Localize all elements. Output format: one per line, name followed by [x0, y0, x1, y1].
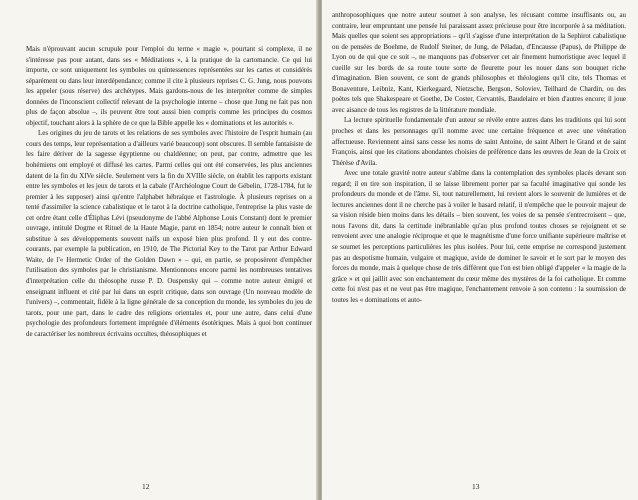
- left-page: [0, 0, 318, 500]
- left-paragraph-2: Les origines du jeu de tarots et les relations de ses symboles avec l'histoire de l'esprit humain (au cours des temps, leur représentation a d'ailleurs varié beaucoup) sont obscures. Il semble fantaisiste de les faire dériver de la sagesse égyptienne ou chaldéenne; on peut, par contre, admettre que les bohémiens ont employé et diffusé les cartes. Parmi celles qui ont été conservées, les plus anciennes datent de la fin du XIVe siècle. Seulement vers la fin du XVIIIe siècle, on établit les rapports existant entre les symboles et les jeux de tarots et la cabale (l'Archéologue Court de Gébelin, 1728-1784, fut le premier à les supposer) ainsi qu'entre l'alphabet hébraïque et l'astrologie. À plusieurs reprises on a tenté d'assimiler la science cabalistique et le tarot à la doctrine catholique, l'entreprise la plus vaste de cet ordre étant celle d'Éliphas Lévi (pseudonyme de l'abbé Alphonse Louis Constant) dont le premier ouvrage, intitulé Dogme et Rituel de la Haute Magie, parut en 1854; notre auteur le connaît bien et substitue à ses développements souvent naïfs un exposé bien plus profond. Il y eut des contre-courants, par exemple la publication, en 1910, de The Pictorial Key to the Tarot par Arthur Edward Waite, de l'« Hermetic Order of the Golden Dawn » – qui, en partie, se proposèrent d'empêcher l'utilisation des symboles par le christianisme. Mentionnons encore parmi les nombreuses tentatives d'interprétation celle du théosophe russe P. D. Ouspensky qui – comme notre auteur émigré et enseignant influent et cité par lui dans un esprit critique, dans son ouvrage (Un nouveau modèle de l'univers) –, commentait, fidèle à la ligne générale de sa conception du monde, les symboles du jeu de tarots, pour une part, dans le cadre des religions orientales et, pour une autre, dans celui d'une psychologie des profondeurs fortement imprégnée d'éléments ésotériques. Mais à quoi bon continuer de caractériser les nombreux écrivains occultes, théosophiques et: [26, 129, 312, 338]
- right-paragraph-2: La lecture spirituelle fondamentale d'un auteur se révèle entre autres dans les traditions qui lui sont proches et dans les personnages qu'il nomme avec une certaine fréquence et avec une vénération affectueuse. Reviennent ainsi sans cesse les noms de saint Antoine, de saint Albert le Grand et de saint François, ainsi que les citations abondantes choisies de préférence dans les œuvres de Jean de la Croix et Thérèse d'Avila.: [332, 116, 626, 167]
- right-page: [322, 0, 638, 500]
- left-paragraph-1: Mais n'éprouvant aucun scrupule pour l'emploi du terme « magie », pourtant si complexe, il ne s'intéresse pas pour autant, dans ses « Méditations », à la pratique de la cartomancie. Ce qui lui importe, ce sont uniquement les symboles ou quintessences représentées sur les cartes et considérés séparément ou dans leur interdépendance; comme il cite à plusieurs reprises C. G. Jung, nous pouvons les appeler (sous réserve) des archétypes. Mais gardons-nous de les interpréter comme de simples données de l'inconscient collectif relevant de la psychologie interne – chose que Jung ne fait pas non plus de façon absolue –, ils peuvent être tout aussi bien compris comme les principes du cosmos objectif, touchant alors à la sphère de ce que la Bible appelle les « dominations et les autorités ».: [26, 45, 312, 127]
- right-paragraph-3: Avec une totale gravité notre auteur s'abîme dans la contemplation des symboles placés devant son regard; il en tire son inspiration, il se laisse librement porter par sa faculté imaginative qui sonde les profondeurs du monde et de l'âme. Si, tout naturellement, lui revient alors le souvenir de lumières et de lectures anciennes dont il ne cherche pas à voiler le hasard relatif, il n'empêche que le pouvoir majeur de sa vision réside bien moins dans les détails – bien souvent, les voies de sa pensée s'entrecroisent – que, nous l'avons dit, dans la certitude inébranlable qu'au plus profond toutes choses se rejoignent et se renvoient avec une analogie réciproque et que le magnétisme d'une force unifiante supérieure maîtrise et se soumet les perceptions particulières les plus isolées. Pour lui, cette emprise ne correspond justement pas au despotisme humain, vulgaire et magique, avide de dominer le savoir et le sort par le moyen des forces du monde, mais à quelque chose de très différent que l'on est bien obligé d'appeler « la magie de la grâce » et qui jaillit avec son enchantement du cœur même des mystères de la foi catholique. Et comme cette foi n'est pas et ne veut pas être magique, l'enchantement renvoie à son contenu : la soumission de toutes les « dominations et auto-: [332, 169, 626, 304]
- left-page-text: [26, 44, 312, 339]
- left-page-number: 12: [142, 482, 150, 491]
- right-paragraph-1: anthroposophiques que notre auteur soumet à son analyse, les récusant comme insuffisants ou, au contraire, leur empruntant une pensée lui paraissant assez précieuse pour être incorporée à sa méditation. Mais quelles que soient ses appropriations – qu'il s'agisse d'une interprétation de la Sephirot cabalistique ou de pensées de Boehme, de Rudolf Steiner, de Jung, de Péladan, d'Encausse (Papus), de Philippe de Lyon ou de qui que ce soit –, ne manquons pas d'observer cet air finement humoristique avec lequel il cueille sur les bords de sa route toute sorte de fleurette pour les nouer dans son bouquet riche d'imagination. Bien souvent, ce sont de grands philosophes et théologiens qu'il cite, tels Thomas et Bonaventure, Leibniz, Kant, Kierkegaard, Nietzsche, Bergson, Soloviev, Teilhard de Chardin, ou des poètes tels que Shakespeare et Goethe, De Coster, Cervantès, Baudelaire et bien d'autres encore; il joue avec aisance de tous les registres de la littérature mondiale.: [332, 11, 626, 114]
- right-page-text: [332, 10, 626, 305]
- right-page-number: 13: [472, 482, 480, 491]
